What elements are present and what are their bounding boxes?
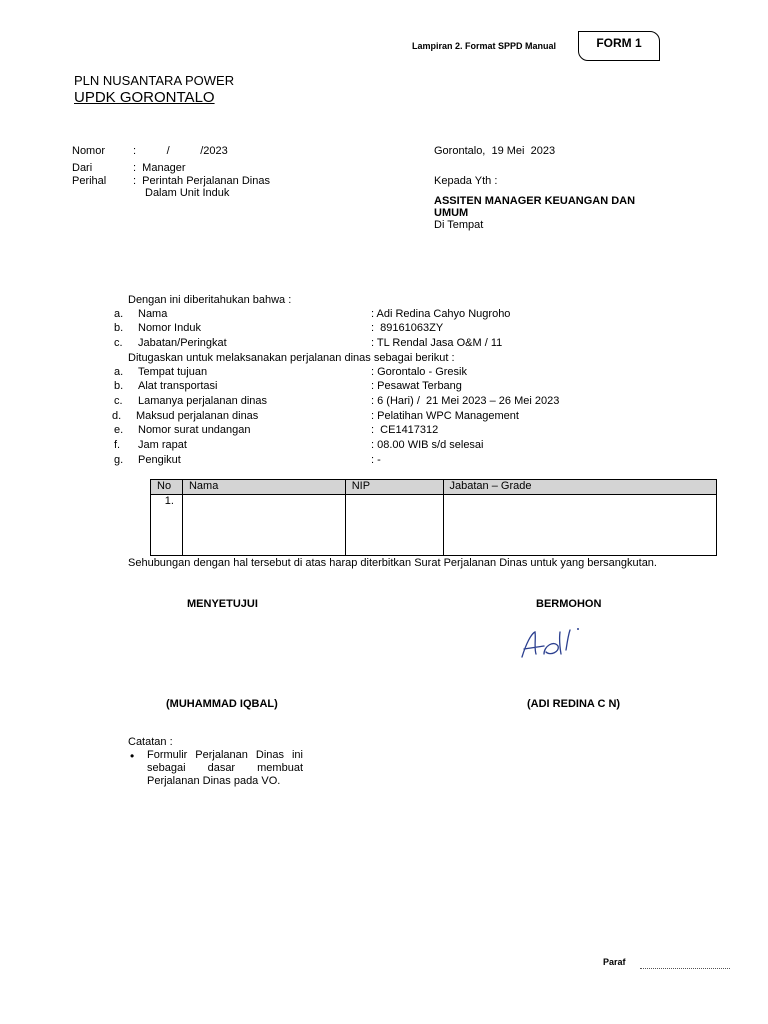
item-label: Maksud perjalanan dinas xyxy=(136,410,259,422)
item-key: b. xyxy=(114,322,124,334)
item-value: : 08.00 WIB s/d selesai xyxy=(371,439,484,451)
item-label: Lamanya perjalanan dinas xyxy=(138,395,268,407)
companion-table xyxy=(150,479,717,556)
item-key: e. xyxy=(114,424,124,436)
person-row xyxy=(114,308,594,322)
dari-value: : Manager xyxy=(133,162,186,174)
table-cell xyxy=(443,495,716,556)
bullet-icon: • xyxy=(130,749,135,763)
approver-name: (MUHAMMAD IQBAL) xyxy=(166,698,278,710)
assignment-intro: Ditugaskan untuk melaksanakan perjalanan dinas sebagai berikut : xyxy=(128,352,455,364)
perihal-label: Perihal xyxy=(72,175,107,187)
signature-image xyxy=(514,624,586,664)
item-value: : 6 (Hari) / 21 Mei 2023 – 26 Mei 2023 xyxy=(371,395,560,407)
notes-bullet-text: Formulir Perjalanan Dinas ini sebagai dasar membuat Perjalanan Dinas pada VO. xyxy=(147,749,303,787)
person-row xyxy=(114,322,594,336)
table-cell: 1. xyxy=(151,495,183,556)
item-value: : CE1417312 xyxy=(371,424,439,436)
requester-name: (ADI REDINA C N) xyxy=(527,698,621,710)
org-unit: UPDK GORONTALO xyxy=(74,89,215,106)
trip-row xyxy=(114,410,594,424)
intro-text: Dengan ini diberitahukan bahwa : xyxy=(128,294,292,306)
paraf-label: Paraf xyxy=(603,957,626,967)
closing-text: Sehubungan dengan hal tersebut di atas harap diterbitkan Surat Perjalanan Dinas untuk yang bersangkutan. xyxy=(128,557,657,569)
recipient-line-3: Di Tempat xyxy=(434,219,484,231)
item-key: a. xyxy=(114,366,124,378)
table-cell xyxy=(345,495,443,556)
paraf-line xyxy=(640,968,730,969)
item-label: Jabatan/Peringkat xyxy=(138,337,227,349)
trip-row xyxy=(114,366,594,380)
trip-row xyxy=(114,439,594,453)
column-header: Jabatan – Grade xyxy=(443,480,716,495)
item-value: : Pelatihan WPC Management xyxy=(371,410,519,422)
item-key: f. xyxy=(114,439,121,451)
column-header: Nama xyxy=(182,480,345,495)
item-value: : - xyxy=(371,454,381,466)
item-label: Nomor surat undangan xyxy=(138,424,251,436)
attachment-note: Lampiran 2. Format SPPD Manual xyxy=(412,41,557,51)
place-date: Gorontalo, 19 Mei 2023 xyxy=(434,145,556,157)
recipient-line-1: ASSITEN MANAGER KEUANGAN DAN xyxy=(434,195,636,207)
kepada-label: Kepada Yth : xyxy=(434,175,498,187)
item-key: g. xyxy=(114,454,124,466)
requester-title: BERMOHON xyxy=(536,598,602,610)
trip-row xyxy=(114,395,594,409)
item-label: Alat transportasi xyxy=(138,380,218,392)
nomor-value: : / /2023 xyxy=(133,145,228,157)
item-label: Nama xyxy=(138,308,168,320)
recipient-line-2: UMUM xyxy=(434,207,469,219)
item-value: : 89161063ZY xyxy=(371,322,444,334)
item-key: d. xyxy=(112,410,122,422)
trip-row xyxy=(114,454,594,468)
item-value: : Pesawat Terbang xyxy=(371,380,462,392)
item-label: Pengikut xyxy=(138,454,181,466)
item-key: b. xyxy=(114,380,124,392)
trip-row xyxy=(114,380,594,394)
approver-title: MENYETUJUI xyxy=(187,598,258,610)
item-value: : Adi Redina Cahyo Nugroho xyxy=(371,308,511,320)
trip-row xyxy=(114,424,594,438)
column-header: NIP xyxy=(345,480,443,495)
item-value: : Gorontalo - Gresik xyxy=(371,366,467,378)
table-header-row xyxy=(151,480,717,495)
dari-label: Dari xyxy=(72,162,93,174)
item-key: a. xyxy=(114,308,124,320)
form-number-box: FORM 1 xyxy=(578,31,660,61)
item-value: : TL Rendal Jasa O&M / 11 xyxy=(371,337,503,349)
item-label: Tempat tujuan xyxy=(138,366,208,378)
item-label: Jam rapat xyxy=(138,439,187,451)
item-key: c. xyxy=(114,337,123,349)
nomor-label: Nomor xyxy=(72,145,106,157)
column-header: No xyxy=(151,480,183,495)
item-key: c. xyxy=(114,395,123,407)
table-row xyxy=(151,495,717,556)
table-cell xyxy=(182,495,345,556)
item-label: Nomor Induk xyxy=(138,322,201,334)
org-name: PLN NUSANTARA POWER xyxy=(74,73,235,88)
notes-label: Catatan : xyxy=(128,736,173,748)
perihal-value: : Perintah Perjalanan Dinas xyxy=(133,175,270,187)
person-row xyxy=(114,337,594,351)
perihal-value-cont: Dalam Unit Induk xyxy=(145,187,230,199)
